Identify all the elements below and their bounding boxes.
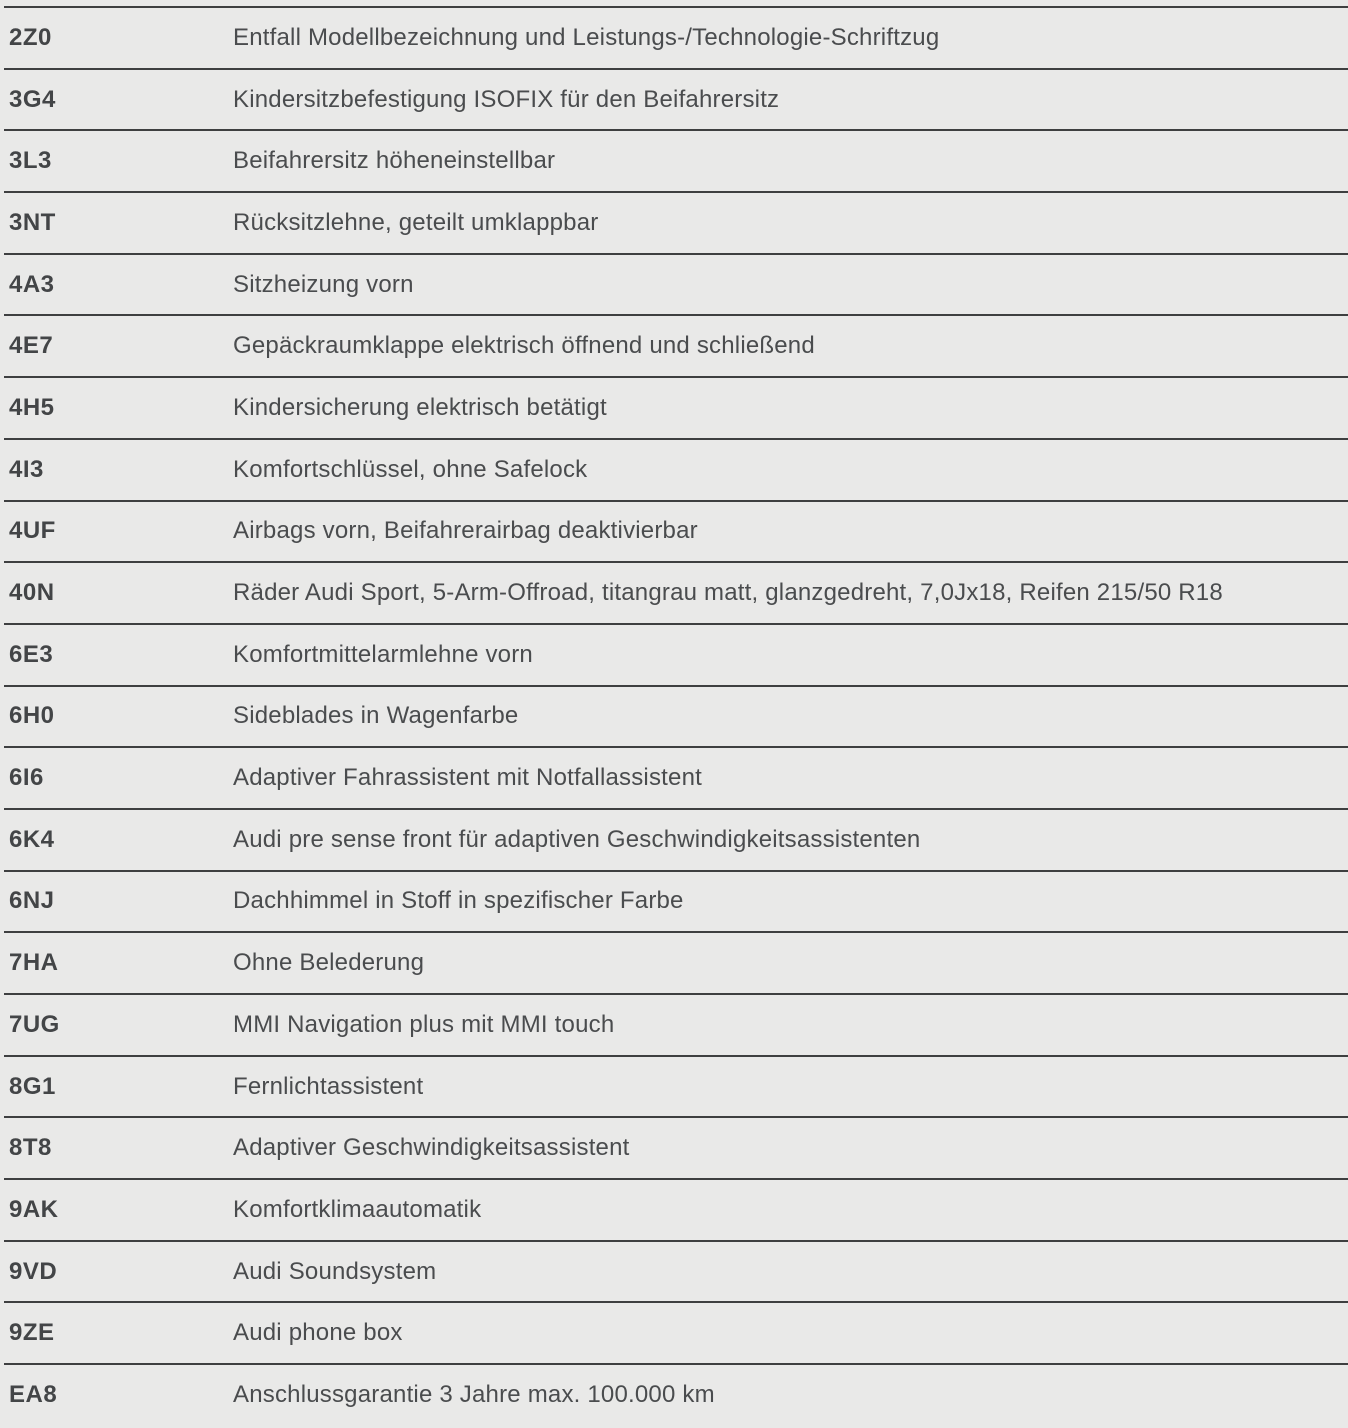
option-description: Räder Audi Sport, 5-Arm-Offroad, titangrau matt, glanzgedreht, 7,0Jx18, Reifen 215/50 R18 <box>233 579 1223 607</box>
table-row <box>4 685 1348 747</box>
option-description: Kindersitzbefestigung ISOFIX für den Beifahrersitz <box>233 85 780 113</box>
table-row <box>4 376 1348 438</box>
table-row <box>4 746 1348 808</box>
table-row <box>4 500 1348 562</box>
equipment-code-table <box>4 6 1348 1425</box>
table-row <box>4 6 1348 68</box>
table-row <box>4 1055 1348 1117</box>
option-description: MMI Navigation plus mit MMI touch <box>233 1010 615 1038</box>
option-description: Fernlichtassistent <box>233 1072 424 1100</box>
table-row <box>4 993 1348 1055</box>
option-description: Adaptiver Geschwindigkeitsassistent <box>233 1134 630 1162</box>
option-code: 3NT <box>9 208 56 236</box>
option-code: 4E7 <box>9 332 54 360</box>
table-row <box>4 253 1348 315</box>
option-code: 9ZE <box>9 1319 55 1347</box>
option-description: Dachhimmel in Stoff in spezifischer Farbe <box>233 887 684 915</box>
table-row <box>4 314 1348 376</box>
table-row <box>4 561 1348 623</box>
option-code: EA8 <box>9 1380 58 1408</box>
table-row <box>4 1178 1348 1240</box>
option-code: 4A3 <box>9 270 55 298</box>
option-description: Audi pre sense front für adaptiven Geschwindigkeitsassistenten <box>233 825 921 853</box>
option-code: 3L3 <box>9 147 52 175</box>
table-row <box>4 1116 1348 1178</box>
option-code: 6H0 <box>9 702 55 730</box>
option-description: Ohne Belederung <box>233 949 425 977</box>
option-code: 7UG <box>9 1010 60 1038</box>
option-code: 9AK <box>9 1195 59 1223</box>
table-row <box>4 129 1348 191</box>
table-row <box>4 1301 1348 1363</box>
option-description: Sideblades in Wagenfarbe <box>233 702 519 730</box>
option-description: Komfortschlüssel, ohne Safelock <box>233 455 588 483</box>
option-description: Rücksitzlehne, geteilt umklappbar <box>233 208 599 236</box>
option-description: Beifahrersitz höheneinstellbar <box>233 147 556 175</box>
option-code: 3G4 <box>9 85 56 113</box>
option-code: 6K4 <box>9 825 55 853</box>
option-description: Airbags vorn, Beifahrerairbag deaktivierbar <box>233 517 698 545</box>
option-code: 4UF <box>9 517 56 545</box>
option-code: 6NJ <box>9 887 55 915</box>
option-code: 7HA <box>9 949 59 977</box>
option-description: Komfortmittelarmlehne vorn <box>233 640 533 668</box>
option-code: 8T8 <box>9 1134 52 1162</box>
option-description: Audi Soundsystem <box>233 1257 437 1285</box>
option-code: 9VD <box>9 1257 58 1285</box>
option-code: 4H5 <box>9 393 55 421</box>
table-row <box>4 1240 1348 1302</box>
option-code: 8G1 <box>9 1072 56 1100</box>
table-row <box>4 870 1348 932</box>
option-code: 6E3 <box>9 640 54 668</box>
table-row <box>4 438 1348 500</box>
table-row <box>4 68 1348 130</box>
option-code: 6I6 <box>9 764 44 792</box>
table-row <box>4 931 1348 993</box>
table-row <box>4 191 1348 253</box>
option-description: Adaptiver Fahrassistent mit Notfallassistent <box>233 764 702 792</box>
table-row <box>4 623 1348 685</box>
table-row <box>4 808 1348 870</box>
option-code: 2Z0 <box>9 23 52 51</box>
option-description: Gepäckraumklappe elektrisch öffnend und schließend <box>233 332 815 360</box>
option-description: Audi phone box <box>233 1319 403 1347</box>
option-description: Anschlussgarantie 3 Jahre max. 100.000 km <box>233 1380 715 1408</box>
option-description: Komfortklimaautomatik <box>233 1195 482 1223</box>
option-description: Entfall Modellbezeichnung und Leistungs-/Technologie-Schriftzug <box>233 23 940 51</box>
option-description: Kindersicherung elektrisch betätigt <box>233 393 607 421</box>
option-description: Sitzheizung vorn <box>233 270 414 298</box>
option-code: 40N <box>9 579 55 607</box>
table-row <box>4 1363 1348 1425</box>
option-code: 4I3 <box>9 455 44 483</box>
